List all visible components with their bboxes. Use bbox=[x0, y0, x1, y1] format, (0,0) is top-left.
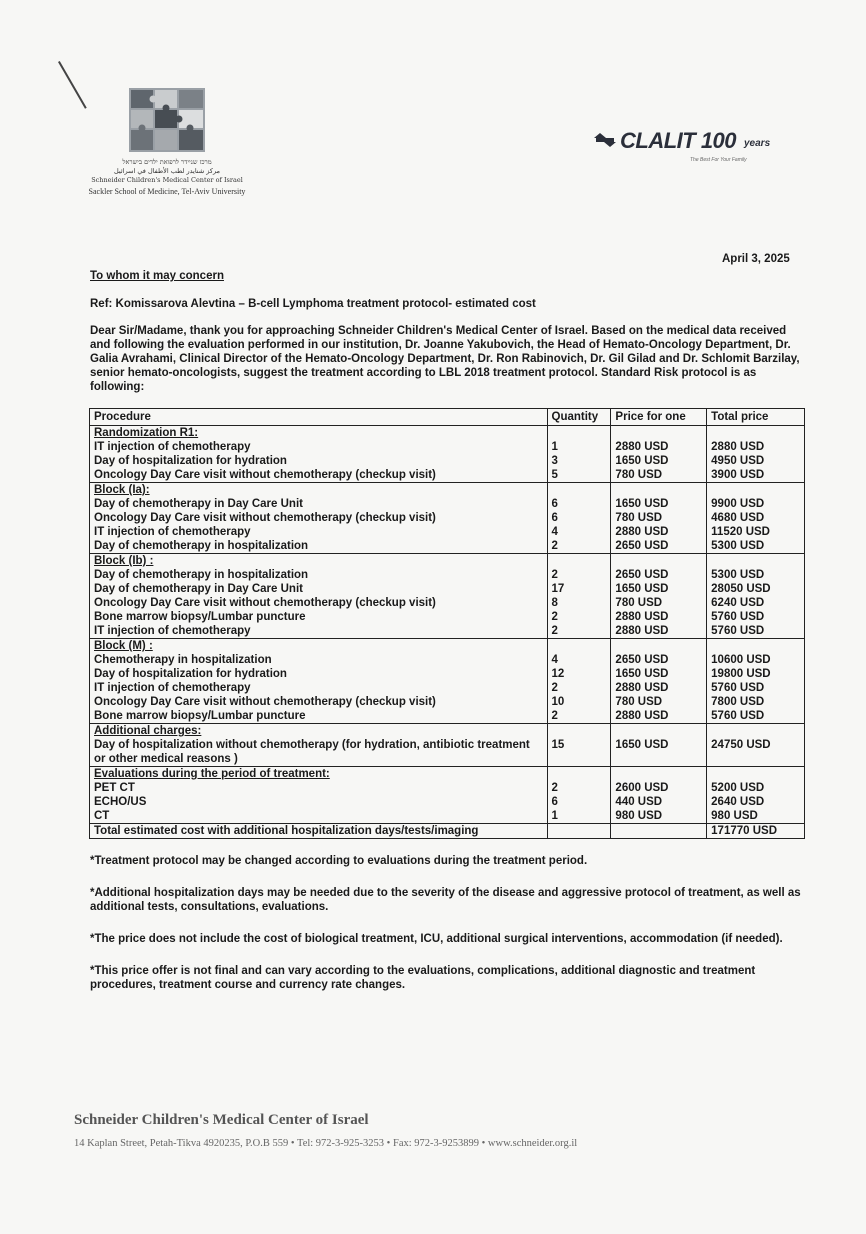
clalit-tagline: The Best For Your Family bbox=[690, 157, 747, 163]
section-title-spacer bbox=[615, 426, 702, 440]
row-quantity: 3 bbox=[551, 455, 558, 467]
row-price: 2650 USD bbox=[615, 540, 669, 552]
section-quantity-cell bbox=[547, 483, 611, 554]
row-total: 7800 USD bbox=[711, 696, 765, 708]
row-procedure: Oncology Day Care visit without chemotherapy (checkup visit) bbox=[94, 696, 436, 708]
row-price: 1650 USD bbox=[615, 498, 669, 510]
row-procedure: Bone marrow biopsy/Lumbar puncture bbox=[94, 611, 306, 623]
row-quantity: 10 bbox=[551, 696, 565, 708]
footer-name: Schneider Children's Medical Center of Israel bbox=[74, 1112, 369, 1128]
row-quantity: 5 bbox=[551, 469, 558, 481]
row-procedure: Chemotherapy in hospitalization bbox=[94, 654, 272, 666]
clalit-years: years bbox=[744, 138, 771, 149]
table-header-row bbox=[90, 409, 805, 426]
row-price: 2650 USD bbox=[615, 569, 669, 581]
section-procedure-cell bbox=[90, 767, 548, 824]
section-procedure-cell bbox=[90, 554, 548, 639]
row-total: 19800 USD bbox=[711, 668, 771, 680]
clalit-wordmark: CLALIT 100 bbox=[620, 128, 737, 153]
section-quantity-cell bbox=[547, 639, 611, 724]
table-body bbox=[90, 426, 805, 824]
section-title: Randomization R1: bbox=[94, 427, 199, 439]
row-procedure: ECHO/US bbox=[94, 796, 147, 808]
row-quantity: 6 bbox=[551, 498, 558, 510]
row-total: 3900 USD bbox=[711, 469, 765, 481]
row-price: 1650 USD bbox=[615, 583, 669, 595]
section-title-spacer bbox=[552, 639, 607, 653]
section-quantity-cell bbox=[547, 724, 611, 767]
section-title: Block (Ia): bbox=[94, 484, 150, 496]
section-title-spacer bbox=[711, 639, 800, 653]
row-procedure: Day of hospitalization without chemotherapy (for hydration, antibiotic treatment or other medical reasons ) bbox=[94, 739, 530, 765]
total-value: 171770 USD bbox=[707, 824, 805, 839]
section-total-cell bbox=[707, 426, 805, 483]
row-quantity: 1 bbox=[551, 810, 558, 822]
row-total: 2880 USD bbox=[711, 441, 765, 453]
row-quantity: 4 bbox=[551, 526, 558, 538]
section-title-spacer bbox=[711, 554, 800, 568]
total-quantity-empty bbox=[547, 824, 611, 839]
row-procedure: Day of chemotherapy in Day Care Unit bbox=[94, 498, 303, 510]
section-title: Evaluations during the period of treatment: bbox=[94, 768, 330, 780]
section-title-spacer bbox=[615, 724, 702, 738]
row-procedure: Bone marrow biopsy/Lumbar puncture bbox=[94, 710, 306, 722]
footer-address: 14 Kaplan Street, Petah-Tikva 4920235, P.O.B 559 • Tel: 972-3-925-3253 • Fax: 972-3-9253899 • www.schneider.org.il bbox=[74, 1138, 578, 1149]
intro-paragraph: Dear Sir/Madame, thank you for approaching Schneider Children's Medical Center of Israel. Based on the medical data received and following the evaluation performed in our institution, Dr. Joanne Yakubovich, the Head of Hemato-Oncology Department, Dr. Galia Avrahami, Clinical Director of the Hemato-Oncology Department, Dr. Ron Rabinovich, Dr. Gil Gilad and Dr. Schlomit Barzilay, senior hemato-oncologists, suggest the treatment according to LBL 2018 treatment protocol. Standard Risk protocol is as following: bbox=[90, 325, 800, 393]
row-quantity: 2 bbox=[551, 710, 558, 722]
table-section-row bbox=[90, 639, 805, 724]
logo-line-hebrew: מרכז שניידר לרפואת ילדים בישראל bbox=[122, 158, 212, 166]
section-price-cell bbox=[611, 639, 707, 724]
clalit-logo bbox=[592, 128, 782, 168]
row-total: 10600 USD bbox=[711, 654, 771, 666]
section-title-spacer bbox=[615, 639, 702, 653]
row-quantity: 6 bbox=[551, 512, 558, 524]
table-section-row bbox=[90, 724, 805, 767]
notes-section bbox=[90, 854, 802, 1010]
section-total-cell bbox=[707, 767, 805, 824]
row-quantity: 2 bbox=[551, 569, 558, 581]
row-total: 5760 USD bbox=[711, 682, 765, 694]
schneider-logo bbox=[62, 88, 272, 196]
section-quantity-cell bbox=[547, 426, 611, 483]
row-total: 980 USD bbox=[711, 810, 758, 822]
row-price: 2600 USD bbox=[615, 782, 669, 794]
note-item: *Treatment protocol may be changed according to evaluations during the treatment period. bbox=[90, 855, 588, 867]
row-quantity: 12 bbox=[551, 668, 565, 680]
row-quantity: 2 bbox=[551, 625, 558, 637]
row-total: 4680 USD bbox=[711, 512, 765, 524]
total-price-empty bbox=[611, 824, 707, 839]
table-section-row bbox=[90, 767, 805, 824]
row-quantity: 6 bbox=[551, 796, 558, 808]
section-title: Block (Ib) : bbox=[94, 555, 154, 567]
section-title-spacer bbox=[711, 724, 800, 738]
row-procedure: IT injection of chemotherapy bbox=[94, 682, 251, 694]
row-total: 5300 USD bbox=[711, 540, 765, 552]
header-total: Total price bbox=[707, 409, 805, 426]
total-row bbox=[90, 824, 805, 839]
section-procedure-cell bbox=[90, 639, 548, 724]
section-title-spacer bbox=[615, 483, 702, 497]
row-quantity: 2 bbox=[551, 611, 558, 623]
row-procedure: PET CT bbox=[94, 782, 135, 794]
section-title-spacer bbox=[552, 426, 607, 440]
clalit-arrows-icon bbox=[592, 132, 618, 148]
reference-line: Ref: Komissarova Alevtina – B-cell Lymphoma treatment protocol- estimated cost bbox=[90, 298, 536, 310]
row-price: 780 USD bbox=[615, 696, 663, 708]
row-total: 9900 USD bbox=[711, 498, 765, 510]
row-price: 780 USD bbox=[615, 469, 663, 481]
section-price-cell bbox=[611, 426, 707, 483]
row-quantity: 2 bbox=[551, 540, 558, 552]
table-section-row bbox=[90, 426, 805, 483]
row-total: 2640 USD bbox=[711, 796, 765, 808]
row-total: 5300 USD bbox=[711, 569, 765, 581]
row-price: 1650 USD bbox=[615, 668, 669, 680]
section-title-spacer bbox=[552, 483, 607, 497]
note-item: *Additional hospitalization days may be needed due to the severity of the disease and aggressive protocol of treatment, as well as additional tests, consultations, evaluations. bbox=[90, 887, 801, 913]
section-total-cell bbox=[707, 724, 805, 767]
puzzle-icon bbox=[129, 88, 205, 152]
row-procedure: CT bbox=[94, 810, 110, 822]
cost-table bbox=[89, 408, 805, 839]
section-title-spacer bbox=[552, 724, 607, 738]
row-price: 2880 USD bbox=[615, 611, 669, 623]
row-procedure: Day of chemotherapy in hospitalization bbox=[94, 540, 309, 552]
note-item: *The price does not include the cost of biological treatment, ICU, additional surgical interventions, accommodation (if needed). bbox=[90, 933, 783, 945]
section-quantity-cell bbox=[547, 554, 611, 639]
header-quantity: Quantity bbox=[547, 409, 611, 426]
row-procedure: Day of chemotherapy in Day Care Unit bbox=[94, 583, 303, 595]
section-procedure-cell bbox=[90, 426, 548, 483]
row-procedure: IT injection of chemotherapy bbox=[94, 526, 251, 538]
section-price-cell bbox=[611, 483, 707, 554]
section-price-cell bbox=[611, 724, 707, 767]
row-total: 4950 USD bbox=[711, 455, 765, 467]
row-quantity: 2 bbox=[551, 782, 558, 794]
section-total-cell bbox=[707, 483, 805, 554]
logo-line-arabic: مركز شنايدر لطب الأطفال في اسرائيل bbox=[113, 167, 221, 175]
row-price: 1650 USD bbox=[615, 739, 669, 751]
header-price: Price for one bbox=[611, 409, 707, 426]
row-quantity: 17 bbox=[551, 583, 565, 595]
row-quantity: 1 bbox=[551, 441, 558, 453]
table-section-row bbox=[90, 483, 805, 554]
row-procedure: Day of hospitalization for hydration bbox=[94, 668, 287, 680]
section-quantity-cell bbox=[547, 767, 611, 824]
row-quantity: 4 bbox=[551, 654, 558, 666]
row-total: 11520 USD bbox=[711, 526, 770, 538]
row-procedure: Day of chemotherapy in hospitalization bbox=[94, 569, 309, 581]
section-title: Block (M) : bbox=[94, 640, 153, 652]
section-title-spacer bbox=[711, 426, 800, 440]
row-quantity: 15 bbox=[551, 739, 565, 751]
section-price-cell bbox=[611, 767, 707, 824]
row-price: 780 USD bbox=[615, 597, 663, 609]
total-label: Total estimated cost with additional hospitalization days/tests/imaging bbox=[90, 824, 548, 839]
logo-school: Sackler School of Medicine, Tel-Aviv University bbox=[88, 187, 246, 196]
row-price: 2880 USD bbox=[615, 441, 669, 453]
section-title-spacer bbox=[615, 767, 702, 781]
row-total: 5760 USD bbox=[711, 710, 765, 722]
header-procedure: Procedure bbox=[90, 409, 548, 426]
row-price: 2880 USD bbox=[615, 526, 669, 538]
row-price: 2650 USD bbox=[615, 654, 669, 666]
row-price: 2880 USD bbox=[615, 682, 669, 694]
row-procedure: Oncology Day Care visit without chemotherapy (checkup visit) bbox=[94, 469, 436, 481]
section-procedure-cell bbox=[90, 483, 548, 554]
section-procedure-cell bbox=[90, 724, 548, 767]
row-total: 6240 USD bbox=[711, 597, 765, 609]
section-total-cell bbox=[707, 639, 805, 724]
salutation-heading: To whom it may concern bbox=[90, 270, 224, 282]
section-total-cell bbox=[707, 554, 805, 639]
row-total: 5760 USD bbox=[711, 611, 765, 623]
note-item: *This price offer is not final and can vary according to the evaluations, complications, additional diagnostic and treatment procedures, treatment course and currency rate changes. bbox=[90, 965, 756, 991]
row-quantity: 8 bbox=[551, 597, 558, 609]
row-total: 24750 USD bbox=[711, 739, 771, 751]
section-title-spacer bbox=[615, 554, 702, 568]
section-title-spacer bbox=[552, 767, 607, 781]
row-procedure: IT injection of chemotherapy bbox=[94, 441, 251, 453]
row-total: 5760 USD bbox=[711, 625, 765, 637]
row-price: 440 USD bbox=[615, 796, 663, 808]
row-price: 2880 USD bbox=[615, 625, 669, 637]
section-title-spacer bbox=[711, 483, 800, 497]
row-total: 28050 USD bbox=[711, 583, 771, 595]
row-procedure: IT injection of chemotherapy bbox=[94, 625, 251, 637]
table-section-row bbox=[90, 554, 805, 639]
row-procedure: Oncology Day Care visit without chemotherapy (checkup visit) bbox=[94, 597, 436, 609]
row-quantity: 2 bbox=[551, 682, 558, 694]
row-procedure: Day of hospitalization for hydration bbox=[94, 455, 287, 467]
section-title-spacer bbox=[552, 554, 607, 568]
section-price-cell bbox=[611, 554, 707, 639]
row-price: 2880 USD bbox=[615, 710, 669, 722]
row-price: 1650 USD bbox=[615, 455, 669, 467]
section-title: Additional charges: bbox=[94, 725, 202, 737]
row-price: 780 USD bbox=[615, 512, 663, 524]
section-title-spacer bbox=[711, 767, 800, 781]
row-procedure: Oncology Day Care visit without chemotherapy (checkup visit) bbox=[94, 512, 436, 524]
letter-date: April 3, 2025 bbox=[722, 253, 790, 265]
logo-line-english: Schneider Children's Medical Center of Israel bbox=[91, 176, 243, 184]
row-total: 5200 USD bbox=[711, 782, 765, 794]
row-price: 980 USD bbox=[615, 810, 663, 822]
